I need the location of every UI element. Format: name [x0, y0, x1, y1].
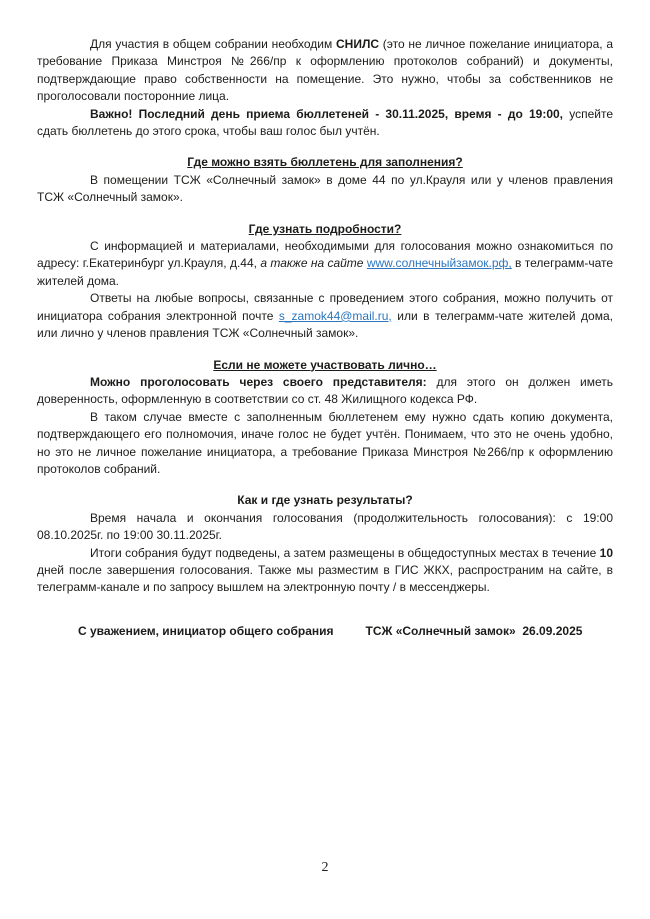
- text-run: Для участия в общем собрании необходим: [90, 37, 336, 51]
- text-run: дней после завершения голосования. Также мы разместим в ГИС ЖКХ, распространим на сайте, в телеграмм-канале и по запросу вышлем на электронную почту / в мессенджеры.: [37, 562, 613, 595]
- text-run: С информацией и материалами, необходимыми для голосования можно ознакомиться по адресу: г.Екатеринбург ул.Крауля, д.44,: [37, 239, 613, 271]
- paragraph: [37, 106, 613, 141]
- paragraph: [37, 290, 613, 342]
- paragraph: [37, 545, 613, 597]
- section-heading-text: Где можно взять бюллетень для заполнения?: [187, 155, 463, 170]
- section-heading-text: Если не можете участвовать лично…: [213, 357, 437, 372]
- section-heading: [37, 492, 613, 509]
- paragraph: [37, 374, 613, 409]
- text-run: Итоги собрания будут подведены, а затем размещены в общедоступных местах в течение: [90, 545, 600, 560]
- section-heading: [37, 221, 613, 238]
- text-run: или в телеграмм-чате жителей дома, или лично у членов правления ТСЖ «Солнечный замок».: [37, 308, 613, 341]
- document-body: [37, 36, 613, 640]
- section-heading: [37, 154, 613, 171]
- website-link[interactable]: www.солнечныйзамок.рф,: [366, 256, 512, 271]
- section-heading-text: Как и где узнать результаты?: [237, 493, 413, 508]
- text-run: В таком случае вместе с заполненным бюллетенем ему нужно сдать копию документа, подтверждающего его полномочия, иначе голос не будет учтён. Понимаем, что это не очень удобно, но это не личное пожелание инициатора, а требование Приказа Минстроя №266/пр к оформлению протоколов собраний.: [37, 409, 613, 476]
- text-run: Важно! Последний день приема бюллетеней - 30.11.2025, время - до 19:00,: [90, 106, 564, 121]
- email-link[interactable]: s_zamok44@mail.ru,: [278, 308, 392, 323]
- section-heading-text: Где узнать подробности?: [248, 221, 402, 236]
- text-run: Ответы на любые вопросы, связанные с проведением этого собрания, можно получить от инициатора собрания электронной почте: [37, 291, 613, 323]
- signature-line: [37, 623, 613, 640]
- text-run: СНИЛС: [335, 37, 380, 51]
- text-run: для этого он должен иметь доверенность, оформленную в соответствии со ст. 48 Жилищного кодекса РФ.: [37, 374, 614, 407]
- text-run: Время начала и окончания голосования (продолжительность голосования): с 19:00 08.10.2025г. по 19:00 30.11.2025г.: [37, 510, 613, 543]
- text-run: (это не личное пожелание инициатора, а требование Приказа Минстроя №266/пр к оформлению протоколов собраний) и документы, подтверждающие право собственности на помещение. Это нужно, чтобы за собственников не проголосовали посторонние лица.: [37, 37, 613, 104]
- signature-right: ТСЖ «Солнечный замок» 26.09.2025: [365, 623, 583, 638]
- text-run: Можно проголосовать через своего представителя:: [90, 374, 427, 389]
- paragraph: [37, 172, 613, 207]
- text-run: а также на сайте: [260, 256, 367, 271]
- signature-left: С уважением, инициатор общего собрания: [78, 623, 334, 638]
- text-run: в телеграмм-чате жителей дома.: [37, 256, 614, 288]
- paragraph: [37, 510, 613, 545]
- section-heading: [37, 357, 613, 374]
- paragraph: [37, 238, 613, 290]
- paragraph: [37, 409, 613, 479]
- text-run: успейте сдать бюллетень до этого срока, чтобы ваш голос был учтён.: [37, 106, 614, 139]
- text-run: В помещении ТСЖ «Солнечный замок» в доме 44 по ул.Крауля или у членов правления ТСЖ «Солнечный замок».: [37, 172, 613, 205]
- page-number: 2: [321, 860, 329, 875]
- paragraph: [37, 36, 613, 106]
- text-run: 10: [599, 545, 613, 560]
